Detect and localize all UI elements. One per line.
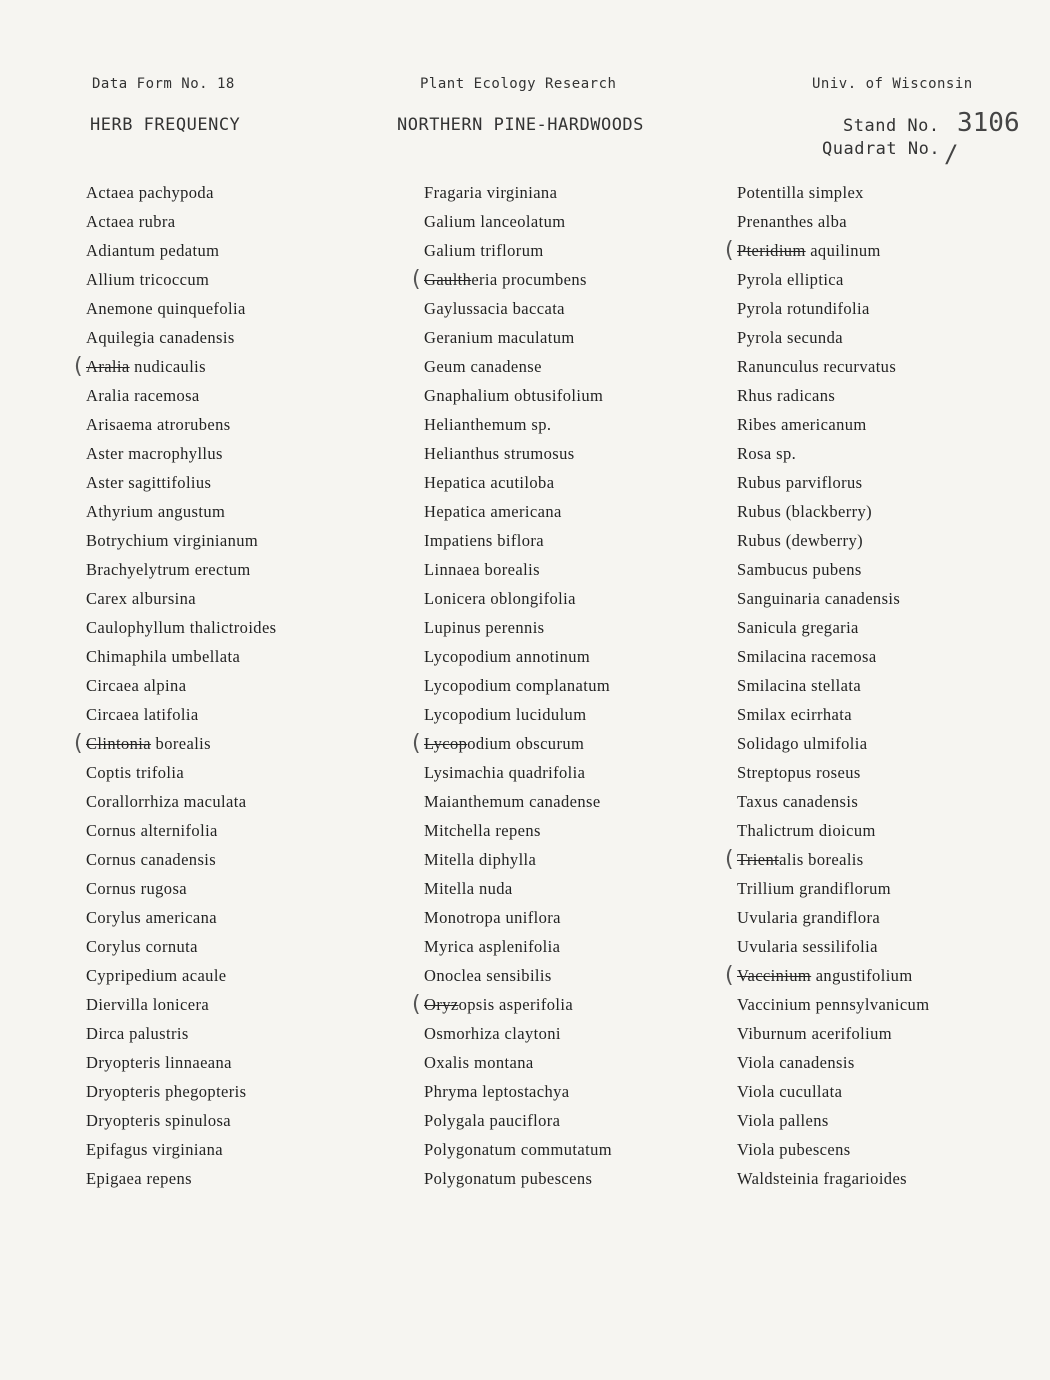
- species-entry: [424, 758, 612, 787]
- species-entry: [737, 1048, 929, 1077]
- species-name: Aralia: [86, 357, 130, 376]
- species-entry: [86, 1106, 277, 1135]
- species-name: Rubus (dewberry): [737, 531, 863, 550]
- species-entry: [737, 555, 929, 584]
- species-name: Vaccinium: [737, 966, 812, 985]
- species-name: Aster macrophyllus: [86, 444, 223, 463]
- species-entry: [412, 729, 612, 758]
- species-name: Anemone quinquefolia: [86, 299, 246, 318]
- species-entry: [737, 816, 929, 845]
- species-name-rest: alis borealis: [779, 850, 864, 869]
- stand-number: 3106: [957, 108, 1020, 138]
- species-name: Viola pallens: [737, 1111, 829, 1130]
- species-name: Smilacina racemosa: [737, 647, 877, 666]
- species-name: Sanicula gregaria: [737, 618, 859, 637]
- species-name: Solidago ulmifolia: [737, 734, 868, 753]
- species-entry: [86, 207, 277, 236]
- species-name: Galium lanceolatum: [424, 212, 566, 231]
- university: Univ. of Wisconsin: [812, 76, 973, 92]
- species-name: Ribes americanum: [737, 415, 867, 434]
- species-name: Pyrola elliptica: [737, 270, 844, 289]
- species-name: Helianthemum sp.: [424, 415, 552, 434]
- species-entry: [86, 758, 277, 787]
- species-name: Fragaria virginiana: [424, 183, 558, 202]
- species-name: Brachyelytrum erectum: [86, 560, 251, 579]
- species-entry: [737, 381, 929, 410]
- species-entry: [737, 1135, 929, 1164]
- species-name: Gnaphalium obtusifolium: [424, 386, 604, 405]
- species-entry: [424, 584, 612, 613]
- species-name: Lupinus perennis: [424, 618, 545, 637]
- form-number: Data Form No. 18: [92, 76, 235, 92]
- species-entry: [424, 1048, 612, 1077]
- species-name: Hepatica americana: [424, 502, 562, 521]
- species-entry: [86, 584, 277, 613]
- species-name: Aquilegia canadensis: [86, 328, 235, 347]
- species-entry: [86, 1048, 277, 1077]
- species-name: Diervilla lonicera: [86, 995, 210, 1014]
- species-entry: [86, 932, 277, 961]
- species-name: Lycopodium complanatum: [424, 676, 611, 695]
- species-entry: [424, 932, 612, 961]
- species-name: Onoclea sensibilis: [424, 966, 552, 985]
- species-entry: [737, 1019, 929, 1048]
- species-name: Lycopodium lucidulum: [424, 705, 587, 724]
- species-name: Mitchella repens: [424, 821, 541, 840]
- species-entry: [412, 990, 612, 1019]
- species-name-rest: aquilinum: [805, 241, 881, 260]
- species-name: Cornus alternifolia: [86, 821, 218, 840]
- species-entry: [86, 439, 277, 468]
- species-name: Trient: [737, 850, 780, 869]
- species-entry: [86, 323, 277, 352]
- organization: Plant Ecology Research: [420, 76, 617, 92]
- species-name: Uvularia grandiflora: [737, 908, 881, 927]
- species-name: Polygala pauciflora: [424, 1111, 561, 1130]
- species-name: Caulophyllum thalictroides: [86, 618, 277, 637]
- check-mark: (: [412, 731, 421, 756]
- species-entry: [424, 845, 612, 874]
- species-name: Oxalis montana: [424, 1053, 534, 1072]
- species-entry: [424, 497, 612, 526]
- species-name: Osmorhiza claytoni: [424, 1024, 561, 1043]
- species-name: Oryz: [424, 995, 459, 1014]
- species-entry: [424, 787, 612, 816]
- species-entry: [424, 178, 612, 207]
- species-entry: [424, 294, 612, 323]
- species-entry: [86, 265, 277, 294]
- species-entry: [737, 497, 929, 526]
- species-entry: [86, 961, 277, 990]
- species-name: Trillium grandiflorum: [737, 879, 891, 898]
- species-entry: [74, 729, 277, 758]
- species-name: Corylus americana: [86, 908, 217, 927]
- species-entry: [424, 410, 612, 439]
- species-entry: [737, 758, 929, 787]
- species-name-rest: opsis asperifolia: [458, 995, 574, 1014]
- species-entry: [737, 1164, 929, 1193]
- species-entry: [86, 294, 277, 323]
- species-entry: [86, 497, 277, 526]
- species-entry: [424, 381, 612, 410]
- stand-label: Stand No.: [843, 116, 940, 136]
- species-name: Pteridium: [737, 241, 806, 260]
- species-entry: [737, 265, 929, 294]
- species-name: Vaccinium pennsylvanicum: [737, 995, 930, 1014]
- species-name: Prenanthes alba: [737, 212, 848, 231]
- check-mark: (: [725, 963, 734, 988]
- species-entry: [424, 816, 612, 845]
- species-entry: [737, 1077, 929, 1106]
- species-name: Viburnum acerifolium: [737, 1024, 893, 1043]
- species-entry: [86, 642, 277, 671]
- species-entry: [737, 294, 929, 323]
- species-entry: [737, 642, 929, 671]
- species-name: Streptopus roseus: [737, 763, 861, 782]
- species-name: Clintonia: [86, 734, 152, 753]
- species-name: Corylus cornuta: [86, 937, 198, 956]
- community-type: NORTHERN PINE-HARDWOODS: [397, 115, 644, 135]
- species-name: Viola cucullata: [737, 1082, 843, 1101]
- species-name: Carex albursina: [86, 589, 197, 608]
- species-entry: [424, 1106, 612, 1135]
- species-entry: [737, 439, 929, 468]
- species-entry: [74, 352, 277, 381]
- species-entry: [737, 613, 929, 642]
- species-name-rest: angustifolium: [811, 966, 913, 985]
- species-name: Smilax ecirrhata: [737, 705, 852, 724]
- species-entry: [424, 555, 612, 584]
- species-entry: [424, 903, 612, 932]
- species-name: Lycop: [424, 734, 468, 753]
- species-entry: [737, 584, 929, 613]
- species-entry: [725, 236, 929, 265]
- species-entry: [424, 961, 612, 990]
- species-name: Gaulth: [424, 270, 472, 289]
- species-name: Coptis trifolia: [86, 763, 185, 782]
- species-entry: [86, 236, 277, 265]
- species-name: Lycopodium annotinum: [424, 647, 591, 666]
- species-name: Polygonatum commutatum: [424, 1140, 612, 1159]
- species-entry: [737, 468, 929, 497]
- species-entry: [86, 671, 277, 700]
- check-mark: (: [412, 267, 421, 292]
- species-name: Dirca palustris: [86, 1024, 189, 1043]
- species-name: Myrica asplenifolia: [424, 937, 561, 956]
- species-entry: [737, 932, 929, 961]
- species-entry: [424, 468, 612, 497]
- species-entry: [424, 1019, 612, 1048]
- species-name: Mitella diphylla: [424, 850, 537, 869]
- species-name: Rhus radicans: [737, 386, 836, 405]
- species-entry: [424, 642, 612, 671]
- species-name: Dryopteris linnaeana: [86, 1053, 232, 1072]
- form-title: HERB FREQUENCY: [90, 115, 241, 135]
- species-entry: [737, 207, 929, 236]
- species-name: Epifagus virginiana: [86, 1140, 223, 1159]
- species-entry: [737, 903, 929, 932]
- species-entry: [737, 178, 929, 207]
- species-entry: [737, 526, 929, 555]
- species-entry: [424, 1164, 612, 1193]
- check-mark: (: [74, 731, 83, 756]
- species-name: Viola pubescens: [737, 1140, 851, 1159]
- species-entry: [737, 700, 929, 729]
- species-name: Circaea alpina: [86, 676, 187, 695]
- species-entry: [86, 1164, 277, 1193]
- species-name: Dryopteris phegopteris: [86, 1082, 247, 1101]
- species-name: Ranunculus recurvatus: [737, 357, 897, 376]
- check-mark: (: [74, 354, 83, 379]
- species-entry: [86, 874, 277, 903]
- species-name: Pyrola secunda: [737, 328, 843, 347]
- quadrat-label: Quadrat No.: [822, 139, 941, 159]
- species-name: Actaea pachypoda: [86, 183, 214, 202]
- species-entry: [424, 236, 612, 265]
- species-name: Geum canadense: [424, 357, 542, 376]
- species-name: Rubus (blackberry): [737, 502, 873, 521]
- species-entry: [424, 671, 612, 700]
- species-name: Lysimachia quadrifolia: [424, 763, 586, 782]
- species-entry: [737, 729, 929, 758]
- species-name: Cornus canadensis: [86, 850, 217, 869]
- species-name: Dryopteris spinulosa: [86, 1111, 232, 1130]
- species-name: Circaea latifolia: [86, 705, 199, 724]
- species-entry: [737, 1106, 929, 1135]
- species-entry: [424, 613, 612, 642]
- species-name: Galium triflorum: [424, 241, 544, 260]
- species-name-rest: eria procumbens: [471, 270, 587, 289]
- species-entry: [86, 1077, 277, 1106]
- species-entry: [86, 1019, 277, 1048]
- species-entry: [424, 700, 612, 729]
- species-name: Pyrola rotundifolia: [737, 299, 870, 318]
- species-entry: [86, 468, 277, 497]
- species-name: Uvularia sessilifolia: [737, 937, 878, 956]
- species-name-rest: nudicaulis: [129, 357, 206, 376]
- species-entry: [737, 874, 929, 903]
- species-name: Corallorrhiza maculata: [86, 792, 247, 811]
- species-entry: [424, 439, 612, 468]
- species-name: Rubus parviflorus: [737, 473, 863, 492]
- species-name: Cypripedium acaule: [86, 966, 227, 985]
- species-column-3: [725, 178, 930, 1193]
- species-name: Botrychium virginianum: [86, 531, 259, 550]
- species-name: Phryma leptostachya: [424, 1082, 570, 1101]
- species-name: Rosa sp.: [737, 444, 797, 463]
- species-name: Impatiens biflora: [424, 531, 544, 550]
- species-name: Linnaea borealis: [424, 560, 540, 579]
- species-entry: [424, 1135, 612, 1164]
- check-mark: (: [412, 992, 421, 1017]
- species-name: Lonicera oblongifolia: [424, 589, 576, 608]
- species-entry: [86, 787, 277, 816]
- species-name: Cornus rugosa: [86, 879, 187, 898]
- species-entry: [86, 1135, 277, 1164]
- species-name: Helianthus strumosus: [424, 444, 575, 463]
- species-name: Smilacina stellata: [737, 676, 862, 695]
- check-mark: (: [725, 238, 734, 263]
- species-entry: [424, 207, 612, 236]
- species-entry: [424, 1077, 612, 1106]
- species-entry: [737, 323, 929, 352]
- species-column-2: [412, 178, 612, 1193]
- species-entry: [86, 613, 277, 642]
- species-entry: [86, 410, 277, 439]
- species-entry: [86, 381, 277, 410]
- species-entry: [725, 961, 929, 990]
- species-name: Epigaea repens: [86, 1169, 192, 1188]
- species-name: Sambucus pubens: [737, 560, 862, 579]
- species-entry: [737, 787, 929, 816]
- species-name: Gaylussacia baccata: [424, 299, 565, 318]
- species-name: Actaea rubra: [86, 212, 176, 231]
- species-name-rest: odium obscurum: [467, 734, 585, 753]
- species-entry: [86, 990, 277, 1019]
- species-entry: [86, 526, 277, 555]
- species-entry: [86, 903, 277, 932]
- species-name: Adiantum pedatum: [86, 241, 220, 260]
- species-entry: [424, 874, 612, 903]
- species-name: Arisaema atrorubens: [86, 415, 231, 434]
- species-name: Polygonatum pubescens: [424, 1169, 593, 1188]
- species-name-rest: borealis: [151, 734, 211, 753]
- species-name: Mitella nuda: [424, 879, 513, 898]
- species-name: Potentilla simplex: [737, 183, 864, 202]
- species-entry: [86, 816, 277, 845]
- species-entry: [412, 265, 612, 294]
- species-name: Maianthemum canadense: [424, 792, 601, 811]
- species-entry: [86, 178, 277, 207]
- species-entry: [424, 323, 612, 352]
- quadrat-number: /: [944, 140, 959, 168]
- species-column-1: [74, 178, 277, 1193]
- species-name: Aralia racemosa: [86, 386, 200, 405]
- species-entry: [86, 845, 277, 874]
- species-entry: [424, 526, 612, 555]
- check-mark: (: [725, 847, 734, 872]
- species-name: Thalictrum dioicum: [737, 821, 876, 840]
- species-entry: [737, 671, 929, 700]
- species-entry: [725, 845, 929, 874]
- species-name: Viola canadensis: [737, 1053, 855, 1072]
- species-name: Hepatica acutiloba: [424, 473, 555, 492]
- species-entry: [737, 990, 929, 1019]
- species-entry: [86, 700, 277, 729]
- species-entry: [737, 352, 929, 381]
- species-name: Waldsteinia fragarioides: [737, 1169, 907, 1188]
- species-entry: [86, 555, 277, 584]
- species-name: Geranium maculatum: [424, 328, 575, 347]
- species-name: Monotropa uniflora: [424, 908, 561, 927]
- species-entry: [424, 352, 612, 381]
- species-name: Aster sagittifolius: [86, 473, 212, 492]
- species-name: Athyrium angustum: [86, 502, 226, 521]
- species-name: Allium tricoccum: [86, 270, 210, 289]
- species-name: Chimaphila umbellata: [86, 647, 241, 666]
- species-entry: [737, 410, 929, 439]
- species-name: Taxus canadensis: [737, 792, 859, 811]
- species-name: Sanguinaria canadensis: [737, 589, 901, 608]
